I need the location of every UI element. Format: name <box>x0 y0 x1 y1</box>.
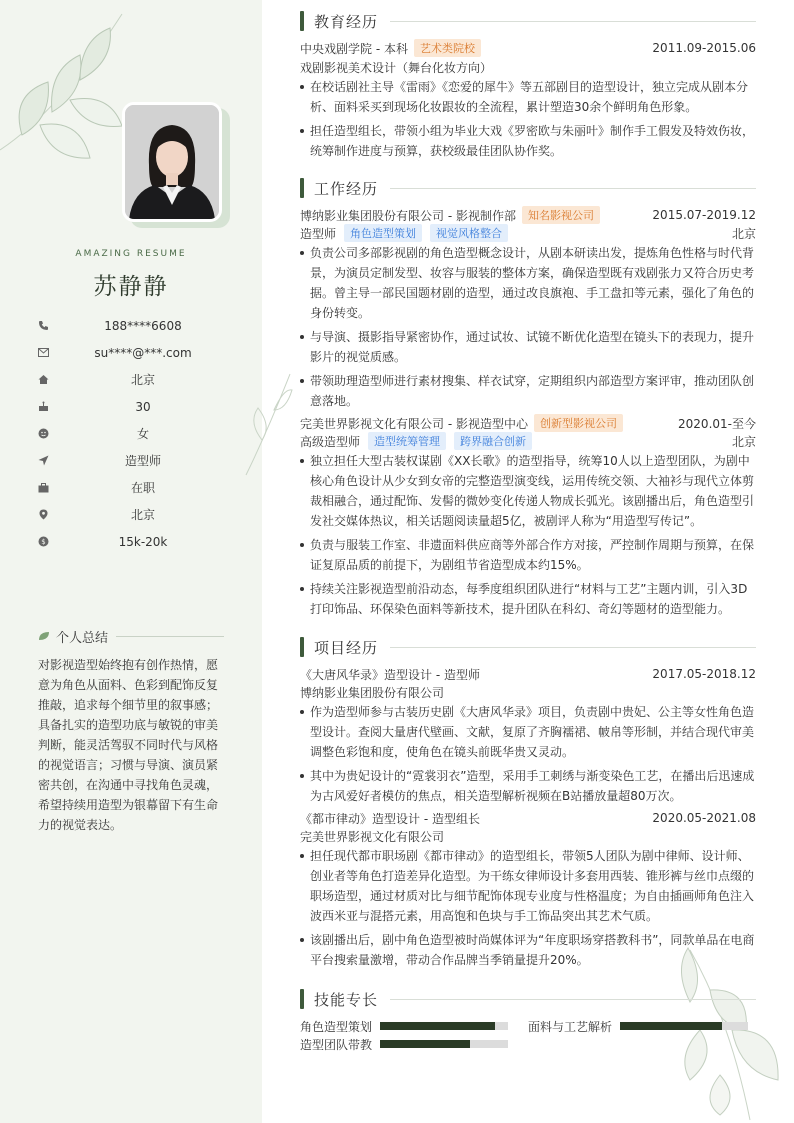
position-value: 造型师 <box>124 454 161 468</box>
summary-title: 个人总结 <box>56 631 109 646</box>
info-salary <box>36 528 236 555</box>
section-divider <box>390 188 756 189</box>
education-header-row <box>300 39 756 57</box>
email-value: su****@***.com <box>94 345 192 360</box>
school-name: 中央戏剧学院 - 本科 <box>300 41 408 56</box>
list-item: 其中为贵妃设计的“霓裳羽衣”造型，采用手工刺绣与渐变染色工艺，在播出后迅速成为古风爱好者模仿的焦点，相关造型解析视频在B站播放量超80万次。 <box>300 766 756 806</box>
project-2-company: 完美世界影视文化有限公司 <box>300 829 445 844</box>
avatar <box>122 102 222 222</box>
salary-value: 15k-20k <box>118 534 168 549</box>
gender-icon <box>36 427 50 441</box>
job-1-bullets <box>300 243 756 415</box>
gender-value: 女 <box>136 427 149 441</box>
project-2-header-row <box>300 809 756 827</box>
list-item: 在校话剧社主导《雷雨》《恋爱的犀牛》等五部剧目的造型设计，独立完成从剧本分析、面料采买到现场化妆跟妆的全流程，累计塑造30余个鲜明角色形象。 <box>300 77 756 117</box>
projects-title: 项目经历 <box>314 638 379 657</box>
info-position <box>36 447 236 474</box>
project-2-company-row <box>300 827 756 845</box>
location-icon <box>36 508 50 522</box>
send-icon <box>36 454 50 468</box>
list-item: 独立担任大型古装权谋剧《XX长歌》的造型指导，统筹10人以上造型团队，为剧中核心角色设计从少女到女帝的完整造型演变线，运用传统交领、大袖衫与现代立体剪裁相融合，通过配饰、发髻的微妙变化传递人物成长弧光。该剧播出后，角色造型引发社交媒体热议，相关话题阅读量超5亿，被剧评人称为“用造型写传记”。 <box>300 451 756 531</box>
list-item: 担任造型组长，带领小组为毕业大戏《罗密欧与朱丽叶》制作手工假发及特效伤妆，统筹制作进度与预算，获校级最佳团队协作奖。 <box>300 121 756 161</box>
job-2-bullets <box>300 451 756 623</box>
project-2-bullets <box>300 846 756 974</box>
job-1-tag: 知名影视公司 <box>522 206 600 224</box>
section-divider <box>390 21 756 22</box>
work-section-header <box>300 178 756 198</box>
skill-label: 造型团队带教 <box>300 1037 373 1052</box>
skill-item <box>300 1036 530 1053</box>
info-email <box>36 339 236 366</box>
info-status <box>36 474 236 501</box>
sidebar <box>0 0 262 1123</box>
location-value: 北京 <box>130 508 155 522</box>
list-item: 负责公司多部影视剧的角色造型概念设计，从剧本研读出发，提炼角色性格与时代背景，为演员定制发型、妆容与服装的整体方案，确保造型既有戏剧张力又符合历史考据。曾主导一部民国题材剧的造型，通过改良旗袍、手工盘扣等元素，强化了角色的身份转变。 <box>300 243 756 323</box>
skill-bar-fill <box>380 1040 470 1048</box>
briefcase-icon <box>36 481 50 495</box>
section-accent-bar <box>300 637 304 657</box>
home-value: 北京 <box>130 373 155 387</box>
phone-value: 188****6608 <box>104 318 182 333</box>
job-1-role-row <box>300 224 756 242</box>
skill-bar-track <box>380 1022 508 1030</box>
job-2-city: 北京 <box>731 434 756 449</box>
info-phone <box>36 312 236 339</box>
skill-label: 面料与工艺解析 <box>528 1019 613 1034</box>
status-value: 在职 <box>130 481 155 495</box>
project-1-bullets <box>300 702 756 810</box>
phone-icon <box>36 319 50 333</box>
job-2-skill-tag: 跨界融合创新 <box>454 432 532 450</box>
summary-header <box>38 627 224 646</box>
skill-bar-track <box>380 1040 508 1048</box>
info-location <box>36 501 236 528</box>
list-item: 该剧播出后，剧中角色造型被时尚媒体评为“年度职场穿搭教科书”，同款单品在电商平台搜索量激增，带动合作品牌当季销量提升20%。 <box>300 930 756 970</box>
job-2-tag: 创新型影视公司 <box>534 414 623 432</box>
job-1-city: 北京 <box>731 226 756 241</box>
age-value: 30 <box>135 399 151 414</box>
job-1-role: 造型师 <box>300 226 337 241</box>
education-major-row <box>300 58 756 76</box>
skills-row-1 <box>300 1017 756 1035</box>
education-date: 2011.09-2015.06 <box>652 41 756 55</box>
skills-row-2 <box>300 1035 756 1053</box>
project-2-date: 2020.05-2021.08 <box>652 811 756 825</box>
portrait-icon <box>125 105 219 219</box>
section-divider <box>390 999 756 1000</box>
avatar-frame <box>122 102 222 222</box>
project-1-company: 博纳影业集团股份有限公司 <box>300 685 445 700</box>
candidate-name: 苏静静 <box>93 274 169 300</box>
job-1-header-row <box>300 206 756 224</box>
project-1-company-row <box>300 683 756 701</box>
skill-label: 角色造型策划 <box>300 1019 373 1034</box>
job-1-skill-tag: 角色造型策划 <box>344 224 422 242</box>
job-2-role-row <box>300 432 756 450</box>
section-accent-bar <box>300 11 304 31</box>
skill-bar-fill <box>620 1022 722 1030</box>
job-2-role: 高级造型师 <box>300 434 361 449</box>
info-home <box>36 366 236 393</box>
summary-divider <box>116 636 224 637</box>
skill-bar-fill <box>380 1022 495 1030</box>
skill-item <box>528 1018 756 1035</box>
project-1-header-row <box>300 665 756 683</box>
list-item: 与导演、摄影指导紧密协作，通过试妆、试镜不断优化造型在镜头下的表现力，提升影片的视觉质感。 <box>300 327 756 367</box>
skills-section-header <box>300 989 756 1009</box>
projects-section-header <box>300 637 756 657</box>
job-1-company: 博纳影业集团股份有限公司 - 影视制作部 <box>300 208 516 223</box>
leaf-icon <box>38 630 50 644</box>
info-gender <box>36 420 236 447</box>
education-major: 戏剧影视美术设计（舞台化妆方向） <box>300 60 493 75</box>
list-item: 作为造型师参与古装历史剧《大唐风华录》项目，负责剧中贵妃、公主等女性角色造型设计。查阅大量唐代壁画、文献，复原了齐胸襦裙、帔帛等形制，并结合现代审美调整色彩饱和度，使角色在镜头前既华贵又灵动。 <box>300 702 756 762</box>
job-2-date: 2020.01-至今 <box>678 416 756 431</box>
list-item: 带领助理造型师进行素材搜集、样衣试穿，定期组织内部造型方案评审，推动团队创意落地。 <box>300 371 756 411</box>
job-1-date: 2015.07-2019.12 <box>652 208 756 222</box>
cake-icon <box>36 400 50 414</box>
resume-tagline: AMAZING RESUME <box>75 249 187 259</box>
list-item: 担任现代都市职场剧《都市律动》的造型组长，带领5人团队为剧中律师、设计师、创业者等角色打造差异化造型。为干练女律师设计多套用西装、锥形裤与丝巾点缀的职场造型，通过材质对比与细节配饰体现专业度与性格温度；为自由插画师角色注入波西米亚与混搭元素，用高饱和色块与手工饰品突出其艺术气质。 <box>300 846 756 926</box>
info-age <box>36 393 236 420</box>
contact-info-list <box>36 312 236 555</box>
project-2-name: 《都市律动》造型设计 - 造型组长 <box>300 811 480 826</box>
list-item: 持续关注影视造型前沿动态，每季度组织团队进行“材料与工艺”主题内训，引入3D打印饰品、环保染色面料等新技术，提升团队在科幻、奇幻等题材的造型能力。 <box>300 579 756 619</box>
svg-text:$: $ <box>40 538 46 546</box>
school-tag: 艺术类院校 <box>414 39 481 57</box>
job-1-skill-tag: 视觉风格整合 <box>430 224 508 242</box>
project-1-date: 2017.05-2018.12 <box>652 667 756 681</box>
section-accent-bar <box>300 989 304 1009</box>
education-title: 教育经历 <box>314 12 379 31</box>
skill-bar-track <box>620 1022 748 1030</box>
mail-icon <box>36 346 50 360</box>
skill-item <box>300 1018 528 1035</box>
section-divider <box>390 647 756 648</box>
education-bullets <box>300 77 756 165</box>
job-2-header-row <box>300 414 756 432</box>
money-icon <box>36 535 50 549</box>
job-2-skill-tag: 造型统筹管理 <box>368 432 446 450</box>
leaf-branch-icon <box>240 370 300 480</box>
home-icon <box>36 373 50 387</box>
skills-title: 技能专长 <box>314 990 379 1009</box>
project-1-name: 《大唐风华录》造型设计 - 造型师 <box>300 667 480 682</box>
education-section-header <box>300 11 756 31</box>
job-2-company: 完美世界影视文化有限公司 - 影视造型中心 <box>300 416 528 431</box>
list-item: 负责与服装工作室、非遗面料供应商等外部合作方对接，严控制作周期与预算，在保证复原品质的前提下，为剧组节省造型成本约15%。 <box>300 535 756 575</box>
summary-text: 对影视造型始终抱有创作热情，愿意为角色从面料、色彩到配饰反复推敲，追求每个细节里的叙事感；具备扎实的造型功底与敏锐的审美判断，能灵活驾驭不同时代与风格的视觉语言；习惯与导演、演员紧密共创，在沟通中寻找角色灵魂，希望持续用造型为银幕留下有生命力的视觉表达。 <box>38 658 219 832</box>
work-title: 工作经历 <box>314 179 379 198</box>
section-accent-bar <box>300 178 304 198</box>
